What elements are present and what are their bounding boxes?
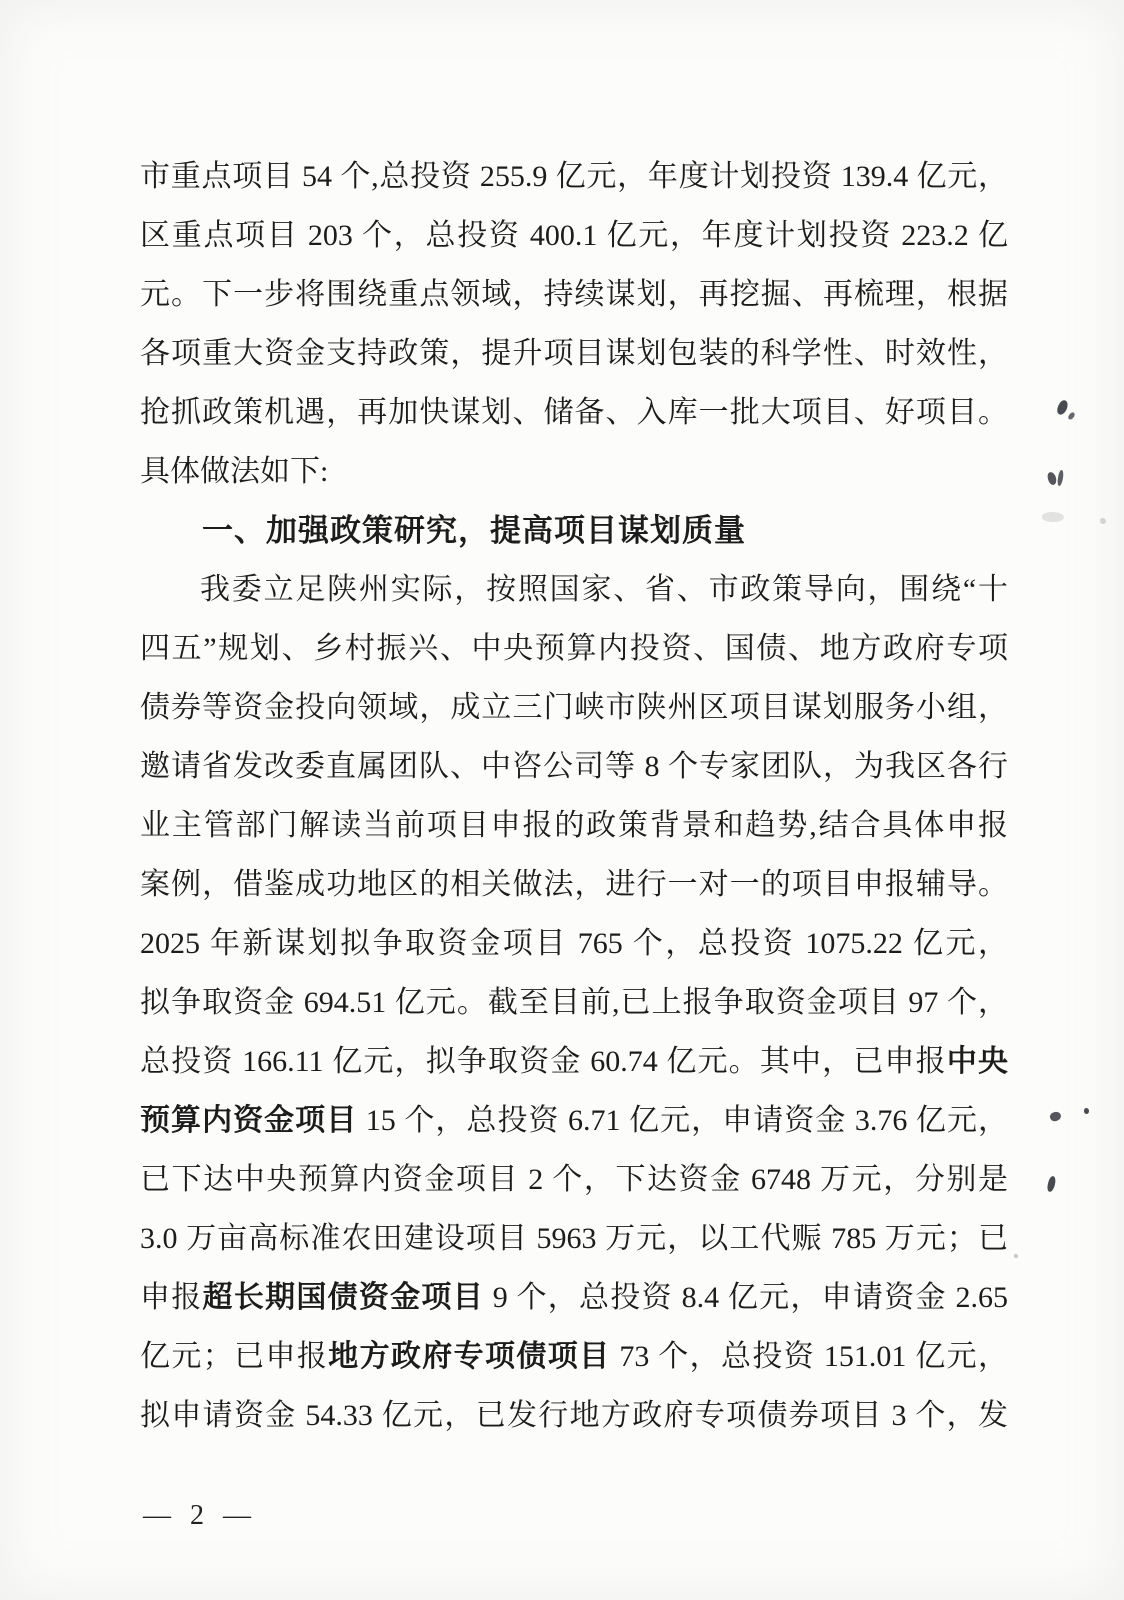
text-segment: 市重点项目 54 个,总投资 255.9 亿元，年度计划投资 139.4 亿元， [140,160,1008,193]
text-line [140,560,1008,619]
text-line [140,206,1008,265]
text-line [140,1327,1008,1386]
text-segment: 我委立足陕州实际，按照国家、省、市政策导向，围绕“十 [200,573,1008,606]
text-segment: 总投资 166.11 亿元，拟争取资金 60.74 亿元。其中，已申报 [140,1045,947,1078]
text-line [140,1268,1008,1327]
text-line [140,1032,1008,1091]
text-line [140,147,1008,206]
ink-speck [1055,399,1069,416]
text-segment: 拟争取资金 694.51 亿元。截至目前,已上报争取资金项目 97 个， [140,986,1008,1019]
text-segment: 抢抓政策机遇，再加快谋划、储备、入库一批大项目、好项目。 [140,396,1008,429]
text-segment: 15 个，总投资 6.71 亿元，申请资金 3.76 亿元， [357,1104,1008,1137]
text-segment: 具体做法如下: [140,455,329,488]
text-segment: 债券等资金投向领域，成立三门峡市陕州区项目谋划服务小组， [140,691,1008,724]
text-line [140,678,1008,737]
text-segment: 区重点项目 203 个，总投资 400.1 亿元，年度计划投资 223.2 亿 [140,219,1008,252]
text-line [140,914,1008,973]
text-segment: 亿元；已申报 [140,1340,329,1373]
text-line [140,619,1008,678]
ink-speck [1057,470,1065,487]
text-segment: 元。下一步将围绕重点领域，持续谋划，再挖掘、再梳理，根据 [140,278,1008,311]
text-segment: 邀请省发改委直属团队、中咨公司等 8 个专家团队，为我区各行 [140,750,1008,783]
text-line [140,973,1008,1032]
text-line [140,855,1008,914]
text-segment: 中央 [946,1045,1008,1078]
text-line [140,265,1008,324]
text-segment: 超长期国债资金项目 [202,1281,484,1314]
text-segment: 地方政府专项债项目 [328,1340,611,1373]
text-line [140,1209,1008,1268]
text-line [140,1150,1008,1209]
text-segment: 拟申请资金 54.33 亿元，已发行地方政府专项债券项目 3 个，发 [140,1399,1008,1432]
text-segment: 预算内资金项目 [140,1104,358,1137]
text-segment: 案例，借鉴成功地区的相关做法，进行一对一的项目申报辅导。 [140,868,1008,901]
text-block [140,147,1008,1445]
text-line [140,383,1008,442]
text-line [140,737,1008,796]
text-segment: 已下达中央预算内资金项目 2 个，下达资金 6748 万元，分别是 [140,1163,1008,1196]
ink-speck [1067,411,1076,420]
text-segment: 9 个，总投资 8.4 亿元，申请资金 2.65 [483,1281,1008,1314]
text-line [140,324,1008,383]
ink-speck [1100,518,1106,524]
section-heading [140,501,1008,560]
text-line [140,796,1008,855]
ink-speck [1049,1110,1062,1122]
text-segment: 一、加强政策研究，提高项目谋划质量 [202,513,746,548]
text-line [140,1386,1008,1445]
text-line [140,1091,1008,1150]
ink-speck [1046,471,1057,486]
ink-speck [1042,512,1064,522]
ink-speck [1084,1108,1089,1114]
ink-speck [1014,1254,1018,1258]
ink-speck [1046,1175,1057,1192]
text-segment: 2025 年新谋划拟争取资金项目 765 个，总投资 1075.22 亿元， [140,927,1008,960]
text-segment: 3.0 万亩高标准农田建设项目 5963 万元，以工代赈 785 万元；已 [140,1222,1008,1255]
text-segment: 各项重大资金支持政策，提升项目谋划包装的科学性、时效性， [140,337,1008,370]
page-number: — 2 — [143,1500,257,1531]
text-segment: 申报 [140,1281,203,1314]
text-segment: 73 个，总投资 151.01 亿元， [610,1340,1008,1373]
text-segment: 四五”规划、乡村振兴、中央预算内投资、国债、地方政府专项 [140,632,1008,665]
text-line [140,442,1008,501]
text-segment: 业主管部门解读当前项目申报的政策背景和趋势,结合具体申报 [140,809,1008,842]
